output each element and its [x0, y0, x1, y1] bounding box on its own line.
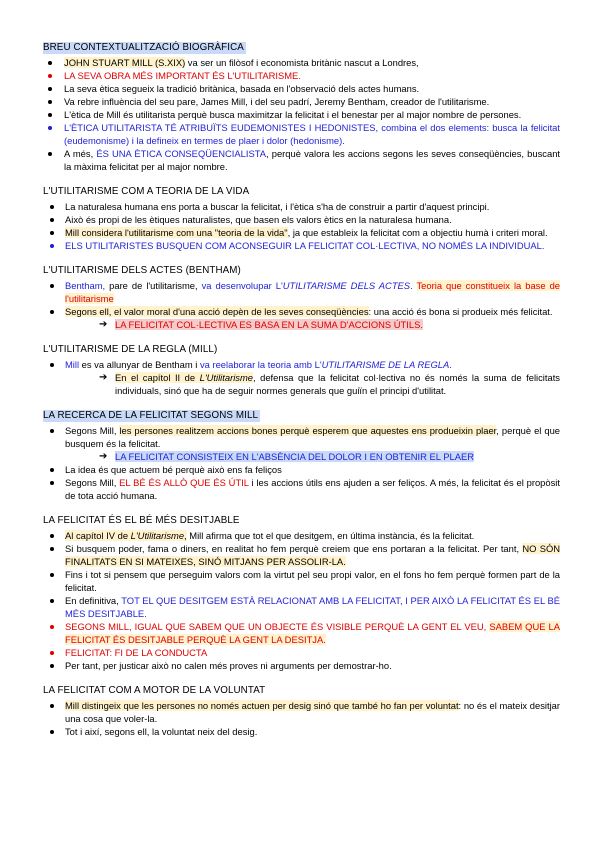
arrow-item: ➔ LA FELICITAT COL·LECTIVA ES BASA EN LA SUMA D'ACCIONS ÚTILS.: [99, 319, 423, 330]
section-happiness-motor-of-will: [43, 683, 560, 738]
list-item: LA SEVA OBRA MÉS IMPORTANT ÉS L'UTILITARISME.: [43, 69, 560, 82]
list-item: SEGONS MILL, IGUAL QUE SABEM QUE UN OBJECTE ÉS VISIBLE PERQUÈ LA GENT EL VEU, SABEM QUE LA FELICITAT ÉS DESITJABLE PERQUÈ LA GENT LA DESITJA.: [43, 620, 560, 646]
arrow-item: ➔ LA FELICITAT CONSISTEIX EN L'ABSÈNCIA DEL DOLOR I EN OBTENIR EL PLAER: [99, 451, 475, 462]
section-most-desirable-good: [43, 513, 560, 672]
bullet-list: [43, 279, 560, 331]
bullet-list: [43, 358, 560, 397]
list-item: Mill considera l'utilitarisme com una "teoria de la vida", ja que estableix la felicitat com a objectiu humà i criteri moral.: [43, 226, 560, 239]
list-item: La naturalesa humana ens porta a buscar la felicitat, i l'ètica s'ha de construir a partir d'aquest principi.: [43, 200, 560, 213]
list-item: Mill distingeix que les persones no només actuen per desig sinó que també ho fan per voluntat: no és el mateix desitjar una cosa que voler-la.: [43, 699, 560, 725]
list-item: A més, ÉS UNA ÈTICA CONSEQÜENCIALISTA, perquè valora les accions segons les seves conseqüències, buscant la màxima felicitat per al major nombre.: [43, 147, 560, 173]
list-item: Per tant, per justicar això no calen més proves ni arguments per demostrar-ho.: [43, 659, 560, 672]
list-item: Al capítol IV de L'Utilitarisme, Mill afirma que tot el que desitgem, en última instància, és la felicitat.: [43, 529, 560, 542]
section-title: LA FELICITAT COM A MOTOR DE LA VOLUNTAT: [43, 685, 266, 696]
list-item: ELS UTILITARISTES BUSQUEN COM ACONSEGUIR LA FELICITAT COL·LECTIVA, NO NOMÉS LA INDIVIDUAL.: [43, 239, 560, 252]
list-item: Tot i així, segons ell, la voluntat neix del desig.: [43, 725, 560, 738]
list-item: JOHN STUART MILL (S.XIX) va ser un filòsof i economista britànic nascut a Londres,: [43, 56, 560, 69]
list-item: Segons Mill, EL BÉ ÉS ALLÒ QUE ÉS ÚTIL i les accions útils ens ajuden a ser feliços. A més, la felicitat és el propòsit de tota acció humana.: [43, 476, 560, 502]
bullet-list: [43, 699, 560, 738]
list-item: Segons ell, el valor moral d'una acció depèn de les seves conseqüències: una acció és bona si produeix més felicitat.: [43, 305, 560, 318]
list-item: En definitiva, TOT EL QUE DESITGEM ESTÀ RELACIONAT AMB LA FELICITAT, I PER AIXÒ LA FELICITAT ÉS EL BÉ MÉS DESITJABLE.: [43, 594, 560, 620]
bullet-list: [43, 200, 560, 252]
section-title: L'UTILITARISME DE LA REGLA (MILL): [43, 344, 218, 355]
list-item: Segons Mill, les persones realitzem accions bones perquè esperem que aquestes ens produeixin plaer, perquè el que busquem és la felicitat.: [43, 424, 560, 450]
arrow-icon: ➔: [99, 451, 108, 462]
section-title: LA RECERCA DE LA FELICITAT SEGONS MILL: [43, 410, 259, 421]
section-rule-utilitarianism: [43, 342, 560, 397]
section-biography: [43, 40, 560, 173]
list-item: Mill es va allunyar de Bentham i va reelaborar la teoria amb L'UTILITARISME DE LA REGLA.: [43, 358, 560, 371]
list-item: Si busquem poder, fama o diners, en realitat ho fem perquè creiem que ens portaran a la felicitat. Per tant, NO SÓN FINALITATS EN SI MATEIXES, SINÓ MITJANS PER ASSOLIR-LA.: [43, 542, 560, 568]
list-item: Va rebre influència del seu pare, James Mill, i del seu padrí, Jeremy Bentham, creador de l'utilitarisme.: [43, 95, 560, 108]
bullet-list: [43, 424, 560, 502]
list-item: L'ÈTICA UTILITARISTA TÉ ATRIBUÏTS EUDEMONISTES I HEDONISTES, combina el dos elements: busca la felicitat (eudemonisme) i la defineix en termes de plaer i dolor (hedonisme).: [43, 121, 560, 147]
bullet-list: [43, 529, 560, 672]
arrow-icon: ➔: [99, 372, 108, 383]
section-title: L'UTILITARISME DELS ACTES (BENTHAM): [43, 265, 241, 276]
arrow-item: ➔ En el capítol II de L'Utilitarisme, defensa que la felicitat col·lectiva no és només la suma de felicitats individuals, sinó que ha de seguir normes generals que guiïn el principi d'utilitat.: [99, 372, 560, 396]
bullet-list: [43, 56, 560, 173]
list-item: La idea és que actuem bé perquè això ens fa feliços: [43, 463, 560, 476]
list-item: FELICITAT: FI DE LA CONDUCTA: [43, 646, 560, 659]
list-item: Això és propi de les ètiques naturalistes, que basen els valors ètics en la naturalesa humana.: [43, 213, 560, 226]
section-theory-of-life: [43, 184, 560, 252]
list-item: La seva ètica segueix la tradició britànica, basada en l'observació dels actes humans.: [43, 82, 560, 95]
section-title: BREU CONTEXTUALITZACIÓ BIOGRÀFICA: [43, 42, 244, 53]
section-act-utilitarianism: [43, 263, 560, 331]
section-title: LA FELICITAT ÉS EL BÉ MÉS DESITJABLE: [43, 515, 240, 526]
list-item: Bentham, pare de l'utilitarisme, va desenvolupar L'UTILITARISME DELS ACTES. Teoria que constitueix la base de l'utilitarisme: [43, 279, 560, 305]
list-item: L'ètica de Mill és utilitarista perquè busca maximitzar la felicitat i el benestar per al major nombre de persones.: [43, 108, 560, 121]
section-search-of-happiness: [43, 408, 560, 502]
arrow-icon: ➔: [99, 319, 108, 330]
list-item: Fins i tot si pensem que perseguim valors com la virtut pel seu propi valor, en el fons ho fem perquè formen part de la felicitat.: [43, 568, 560, 594]
section-title: L'UTILITARISME COM A TEORIA DE LA VIDA: [43, 186, 250, 197]
